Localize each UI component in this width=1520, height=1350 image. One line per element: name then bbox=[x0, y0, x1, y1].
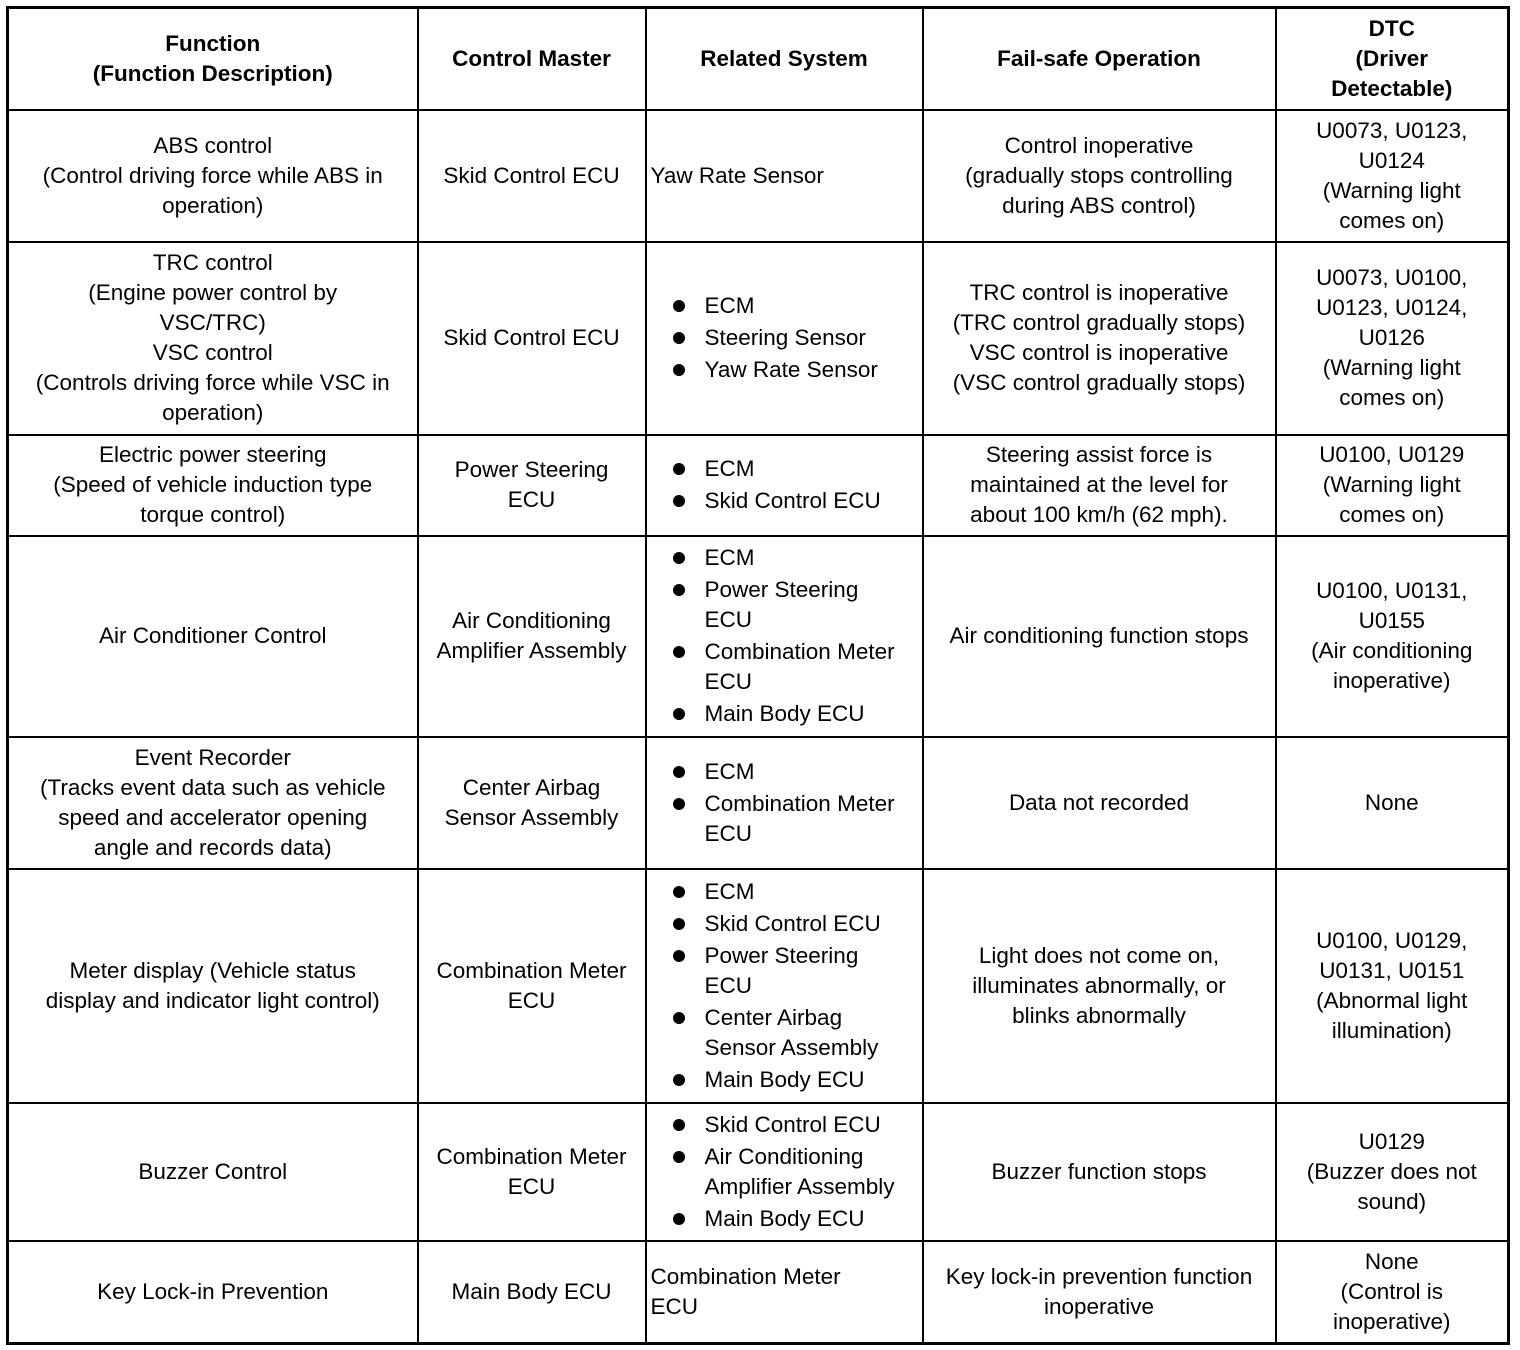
table-row bbox=[8, 1103, 1509, 1241]
fail-safe-cell: Data not recorded bbox=[923, 737, 1276, 869]
function-cell: Buzzer Control bbox=[8, 1103, 418, 1241]
bullet-icon bbox=[673, 646, 685, 658]
related-system-item: Main Body ECU bbox=[673, 1065, 918, 1095]
table-row bbox=[8, 242, 1509, 435]
bullet-icon bbox=[673, 552, 685, 564]
header-function: Function (Function Description) bbox=[8, 8, 418, 110]
bullet-icon bbox=[673, 584, 685, 596]
related-system-item: ECM bbox=[673, 291, 918, 321]
bullet-icon bbox=[673, 798, 685, 810]
related-system-list bbox=[651, 1110, 918, 1234]
control-master-cell: Power Steering ECU bbox=[418, 435, 646, 536]
related-system-cell bbox=[646, 1103, 923, 1241]
related-system-list bbox=[651, 757, 918, 849]
related-system-list bbox=[651, 291, 918, 385]
fail-safe-cell: Control inoperative (gradually stops controlling during ABS control) bbox=[923, 110, 1276, 242]
header-row bbox=[8, 8, 1509, 110]
bullet-icon bbox=[673, 1213, 685, 1225]
function-cell: Event Recorder (Tracks event data such as vehicle speed and accelerator opening angle and records data) bbox=[8, 737, 418, 869]
related-system-item: Skid Control ECU bbox=[673, 486, 918, 516]
bullet-icon bbox=[673, 300, 685, 312]
control-master-cell: Combination Meter ECU bbox=[418, 869, 646, 1103]
fail-safe-cell: Light does not come on, illuminates abnormally, or blinks abnormally bbox=[923, 869, 1276, 1103]
control-master-cell: Skid Control ECU bbox=[418, 242, 646, 435]
control-master-cell: Center Airbag Sensor Assembly bbox=[418, 737, 646, 869]
related-system-item: Combination Meter ECU bbox=[673, 789, 918, 849]
related-system-item: Combination Meter ECU bbox=[673, 637, 918, 697]
related-system-item: Skid Control ECU bbox=[673, 909, 918, 939]
control-master-cell: Main Body ECU bbox=[418, 1241, 646, 1344]
related-system-item: Air Conditioning Amplifier Assembly bbox=[673, 1142, 918, 1202]
related-system-cell: Combination Meter ECU bbox=[646, 1241, 923, 1344]
bullet-icon bbox=[673, 1119, 685, 1131]
related-system-list bbox=[651, 543, 918, 729]
related-system-item: Skid Control ECU bbox=[673, 1110, 918, 1140]
dtc-cell: U0073, U0100, U0123, U0124, U0126 (Warning light comes on) bbox=[1276, 242, 1509, 435]
function-cell: TRC control (Engine power control by VSC/TRC) VSC control (Controls driving force while VSC in operation) bbox=[8, 242, 418, 435]
header-fail-safe: Fail-safe Operation bbox=[923, 8, 1276, 110]
bullet-icon bbox=[673, 766, 685, 778]
fail-safe-cell: Air conditioning function stops bbox=[923, 536, 1276, 737]
dtc-cell: None (Control is inoperative) bbox=[1276, 1241, 1509, 1344]
related-system-list bbox=[651, 877, 918, 1095]
function-cell: ABS control (Control driving force while ABS in operation) bbox=[8, 110, 418, 242]
header-dtc: DTC (Driver Detectable) bbox=[1276, 8, 1509, 110]
related-system-item: ECM bbox=[673, 877, 918, 907]
bullet-icon bbox=[673, 1012, 685, 1024]
bullet-icon bbox=[673, 708, 685, 720]
table-row bbox=[8, 869, 1509, 1103]
table-row bbox=[8, 737, 1509, 869]
bullet-icon bbox=[673, 495, 685, 507]
dtc-cell: U0100, U0131, U0155 (Air conditioning inoperative) bbox=[1276, 536, 1509, 737]
bullet-icon bbox=[673, 364, 685, 376]
related-system-item: Center Airbag Sensor Assembly bbox=[673, 1003, 918, 1063]
fail-safe-cell: Buzzer function stops bbox=[923, 1103, 1276, 1241]
related-system-item: Power Steering ECU bbox=[673, 941, 918, 1001]
fail-safe-cell: TRC control is inoperative (TRC control gradually stops) VSC control is inoperative (VSC control gradually stops) bbox=[923, 242, 1276, 435]
function-cell: Meter display (Vehicle status display and indicator light control) bbox=[8, 869, 418, 1103]
dtc-cell: None bbox=[1276, 737, 1509, 869]
table-row bbox=[8, 110, 1509, 242]
related-system-item: Main Body ECU bbox=[673, 1204, 918, 1234]
dtc-cell: U0073, U0123, U0124 (Warning light comes on) bbox=[1276, 110, 1509, 242]
related-system-cell bbox=[646, 435, 923, 536]
bullet-icon bbox=[673, 1151, 685, 1163]
related-system-item: Yaw Rate Sensor bbox=[673, 355, 918, 385]
table-row bbox=[8, 1241, 1509, 1344]
related-system-item: Power Steering ECU bbox=[673, 575, 918, 635]
related-system-item: Main Body ECU bbox=[673, 699, 918, 729]
dtc-cell: U0100, U0129 (Warning light comes on) bbox=[1276, 435, 1509, 536]
control-master-cell: Skid Control ECU bbox=[418, 110, 646, 242]
table-row bbox=[8, 435, 1509, 536]
related-system-item: ECM bbox=[673, 543, 918, 573]
fail-safe-cell: Key lock-in prevention function inoperative bbox=[923, 1241, 1276, 1344]
header-related-system: Related System bbox=[646, 8, 923, 110]
dtc-cell: U0129 (Buzzer does not sound) bbox=[1276, 1103, 1509, 1241]
table-body bbox=[8, 110, 1509, 1344]
function-cell: Electric power steering (Speed of vehicle induction type torque control) bbox=[8, 435, 418, 536]
related-system-list bbox=[651, 454, 918, 516]
related-system-cell: Yaw Rate Sensor bbox=[646, 110, 923, 242]
fail-safe-cell: Steering assist force is maintained at the level for about 100 km/h (62 mph). bbox=[923, 435, 1276, 536]
bullet-icon bbox=[673, 332, 685, 344]
bullet-icon bbox=[673, 463, 685, 475]
header-control-master: Control Master bbox=[418, 8, 646, 110]
bullet-icon bbox=[673, 886, 685, 898]
related-system-cell bbox=[646, 536, 923, 737]
control-master-cell: Combination Meter ECU bbox=[418, 1103, 646, 1241]
dtc-cell: U0100, U0129, U0131, U0151 (Abnormal light illumination) bbox=[1276, 869, 1509, 1103]
bullet-icon bbox=[673, 918, 685, 930]
table-row bbox=[8, 536, 1509, 737]
control-master-cell: Air Conditioning Amplifier Assembly bbox=[418, 536, 646, 737]
related-system-cell bbox=[646, 242, 923, 435]
function-cell: Air Conditioner Control bbox=[8, 536, 418, 737]
related-system-item: ECM bbox=[673, 454, 918, 484]
function-failsafe-table bbox=[6, 6, 1510, 1345]
related-system-item: Steering Sensor bbox=[673, 323, 918, 353]
related-system-item: ECM bbox=[673, 757, 918, 787]
related-system-cell bbox=[646, 869, 923, 1103]
function-cell: Key Lock-in Prevention bbox=[8, 1241, 418, 1344]
related-system-cell bbox=[646, 737, 923, 869]
bullet-icon bbox=[673, 950, 685, 962]
bullet-icon bbox=[673, 1074, 685, 1086]
